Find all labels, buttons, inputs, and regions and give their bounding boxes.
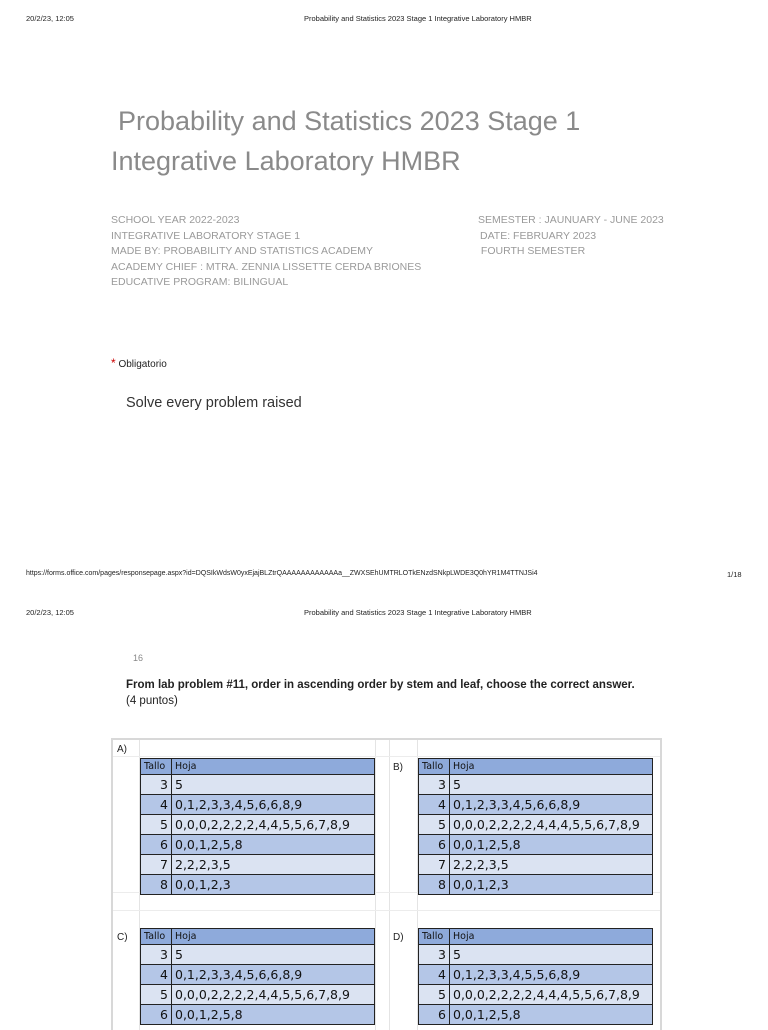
meta-program: EDUCATIVE PROGRAM: BILINGUAL (111, 276, 289, 289)
option-b-stem-leaf-table (418, 758, 653, 895)
leaf-cell: 0,0,1,2,3 (450, 875, 653, 895)
col-header-tallo: Tallo (419, 929, 450, 945)
stem-cell: 4 (419, 795, 450, 815)
col-header-hoja: Hoja (172, 929, 375, 945)
form-title-line1: Probability and Statistics 2023 Stage 1 (118, 106, 581, 136)
table-row (141, 795, 375, 815)
required-asterisk: * (111, 356, 116, 370)
stem-cell: 7 (141, 855, 172, 875)
meta-semester: SEMESTER : JAUNUARY - JUNE 2023 (478, 214, 664, 226)
stem-cell: 4 (419, 965, 450, 985)
table-row (141, 985, 375, 1005)
table-row (419, 795, 653, 815)
question-text: From lab problem #11, order in ascending order by stem and leaf, choose the correct answer. (126, 679, 635, 691)
table-row (419, 855, 653, 875)
col-header-tallo: Tallo (141, 929, 172, 945)
stem-cell: 5 (141, 815, 172, 835)
leaf-cell: 0,1,2,3,3,4,5,6,6,8,9 (172, 795, 375, 815)
question-number: 16 (133, 653, 144, 663)
form-meta-left (111, 213, 421, 291)
table-row (141, 965, 375, 985)
leaf-cell: 0,0,1,2,5,8 (172, 1005, 375, 1025)
meta-academy-chief: ACADEMY CHIEF : MTRA. ZENNIA LISSETTE CERDA BRIONES (111, 260, 422, 273)
print-header-date-2: 20/2/23, 12:05 (26, 608, 74, 617)
col-header-tallo: Tallo (419, 759, 450, 775)
stem-cell: 8 (419, 875, 450, 895)
form-meta-right (478, 213, 664, 260)
required-label: Obligatorio (118, 359, 167, 370)
table-row (141, 1005, 375, 1025)
option-c-label: C) (117, 932, 128, 943)
leaf-cell: 5 (172, 775, 375, 795)
leaf-cell: 5 (450, 945, 653, 965)
stem-cell: 3 (141, 945, 172, 965)
leaf-cell: 0,1,2,3,3,4,5,6,6,8,9 (172, 965, 375, 985)
stem-cell: 4 (141, 795, 172, 815)
table-row (141, 945, 375, 965)
leaf-cell: 2,2,2,3,5 (172, 855, 375, 875)
table-row (141, 815, 375, 835)
leaf-cell: 0,0,0,2,2,2,2,4,4,4,5,5,6,7,8,9 (450, 815, 653, 835)
option-a-stem-leaf-table (140, 758, 375, 895)
print-header-title-2: Probability and Statistics 2023 Stage 1 Integrative Laboratory HMBR (304, 608, 532, 617)
leaf-cell: 0,0,1,2,5,8 (450, 1005, 653, 1025)
meta-made-by: MADE BY: PROBABILITY AND STATISTICS ACADEMY (111, 245, 373, 258)
table-row (419, 875, 653, 895)
footer-page-number: 1/18 (727, 570, 742, 579)
col-header-hoja: Hoja (172, 759, 375, 775)
meta-school-year: SCHOOL YEAR 2022-2023 (111, 214, 240, 226)
option-d-label: D) (393, 932, 404, 943)
stem-cell: 5 (419, 815, 450, 835)
leaf-cell: 0,1,2,3,3,4,5,6,6,8,9 (450, 795, 653, 815)
table-row (419, 815, 653, 835)
question-image-spreadsheet (111, 738, 662, 1030)
print-header-date: 20/2/23, 12:05 (26, 14, 74, 23)
leaf-cell: 0,0,1,2,5,8 (450, 835, 653, 855)
stem-cell: 8 (141, 875, 172, 895)
table-row (419, 965, 653, 985)
stem-cell: 6 (141, 835, 172, 855)
table-row (141, 875, 375, 895)
table-row (419, 775, 653, 795)
col-header-hoja: Hoja (450, 929, 653, 945)
table-row (419, 1005, 653, 1025)
stem-cell: 7 (419, 855, 450, 875)
stem-cell: 6 (419, 835, 450, 855)
table-row (141, 775, 375, 795)
option-d-stem-leaf-table (418, 928, 653, 1025)
print-header-title: Probability and Statistics 2023 Stage 1 Integrative Laboratory HMBR (304, 14, 532, 23)
stem-cell: 5 (141, 985, 172, 1005)
question-points: (4 puntos) (126, 694, 178, 707)
leaf-cell: 0,0,0,2,2,2,2,4,4,4,5,5,6,7,8,9 (450, 985, 653, 1005)
leaf-cell: 0,1,2,3,3,4,5,5,6,8,9 (450, 965, 653, 985)
table-row (419, 835, 653, 855)
leaf-cell: 0,0,0,2,2,2,2,4,4,5,5,6,7,8,9 (172, 985, 375, 1005)
leaf-cell: 0,0,1,2,3 (172, 875, 375, 895)
form-title-line2: Integrative Laboratory HMBR (111, 146, 461, 176)
stem-cell: 5 (419, 985, 450, 1005)
leaf-cell: 5 (172, 945, 375, 965)
footer-url: https://forms.office.com/pages/responsepage.aspx?id=DQSIkWdsW0yxEjajBLZtrQAAAAAAAAAAAAa__ZWXSEhUMTRLOTkENzdSNkpLWDE3Q0hYR1M4TTNJSi4 (26, 570, 538, 577)
option-a-label: A) (117, 744, 127, 755)
leaf-cell: 0,0,1,2,5,8 (172, 835, 375, 855)
stem-cell: 3 (141, 775, 172, 795)
leaf-cell: 5 (450, 775, 653, 795)
required-note (111, 356, 167, 370)
instruction-text: Solve every problem raised (126, 395, 302, 411)
table-row (141, 835, 375, 855)
meta-lab-stage: INTEGRATIVE LABORATORY STAGE 1 (111, 229, 301, 242)
col-header-tallo: Tallo (141, 759, 172, 775)
table-row (419, 985, 653, 1005)
stem-cell: 4 (141, 965, 172, 985)
meta-date: DATE: FEBRUARY 2023 (480, 229, 597, 242)
col-header-hoja: Hoja (450, 759, 653, 775)
stem-cell: 6 (141, 1005, 172, 1025)
question-text-block (126, 678, 635, 709)
stem-cell: 3 (419, 945, 450, 965)
option-b-label: B) (393, 762, 403, 773)
stem-cell: 6 (419, 1005, 450, 1025)
option-c-stem-leaf-table (140, 928, 375, 1025)
table-row (141, 855, 375, 875)
meta-fourth-semester: FOURTH SEMESTER (478, 245, 586, 258)
leaf-cell: 2,2,2,3,5 (450, 855, 653, 875)
stem-cell: 3 (419, 775, 450, 795)
table-row (419, 945, 653, 965)
leaf-cell: 0,0,0,2,2,2,2,4,4,5,5,6,7,8,9 (172, 815, 375, 835)
